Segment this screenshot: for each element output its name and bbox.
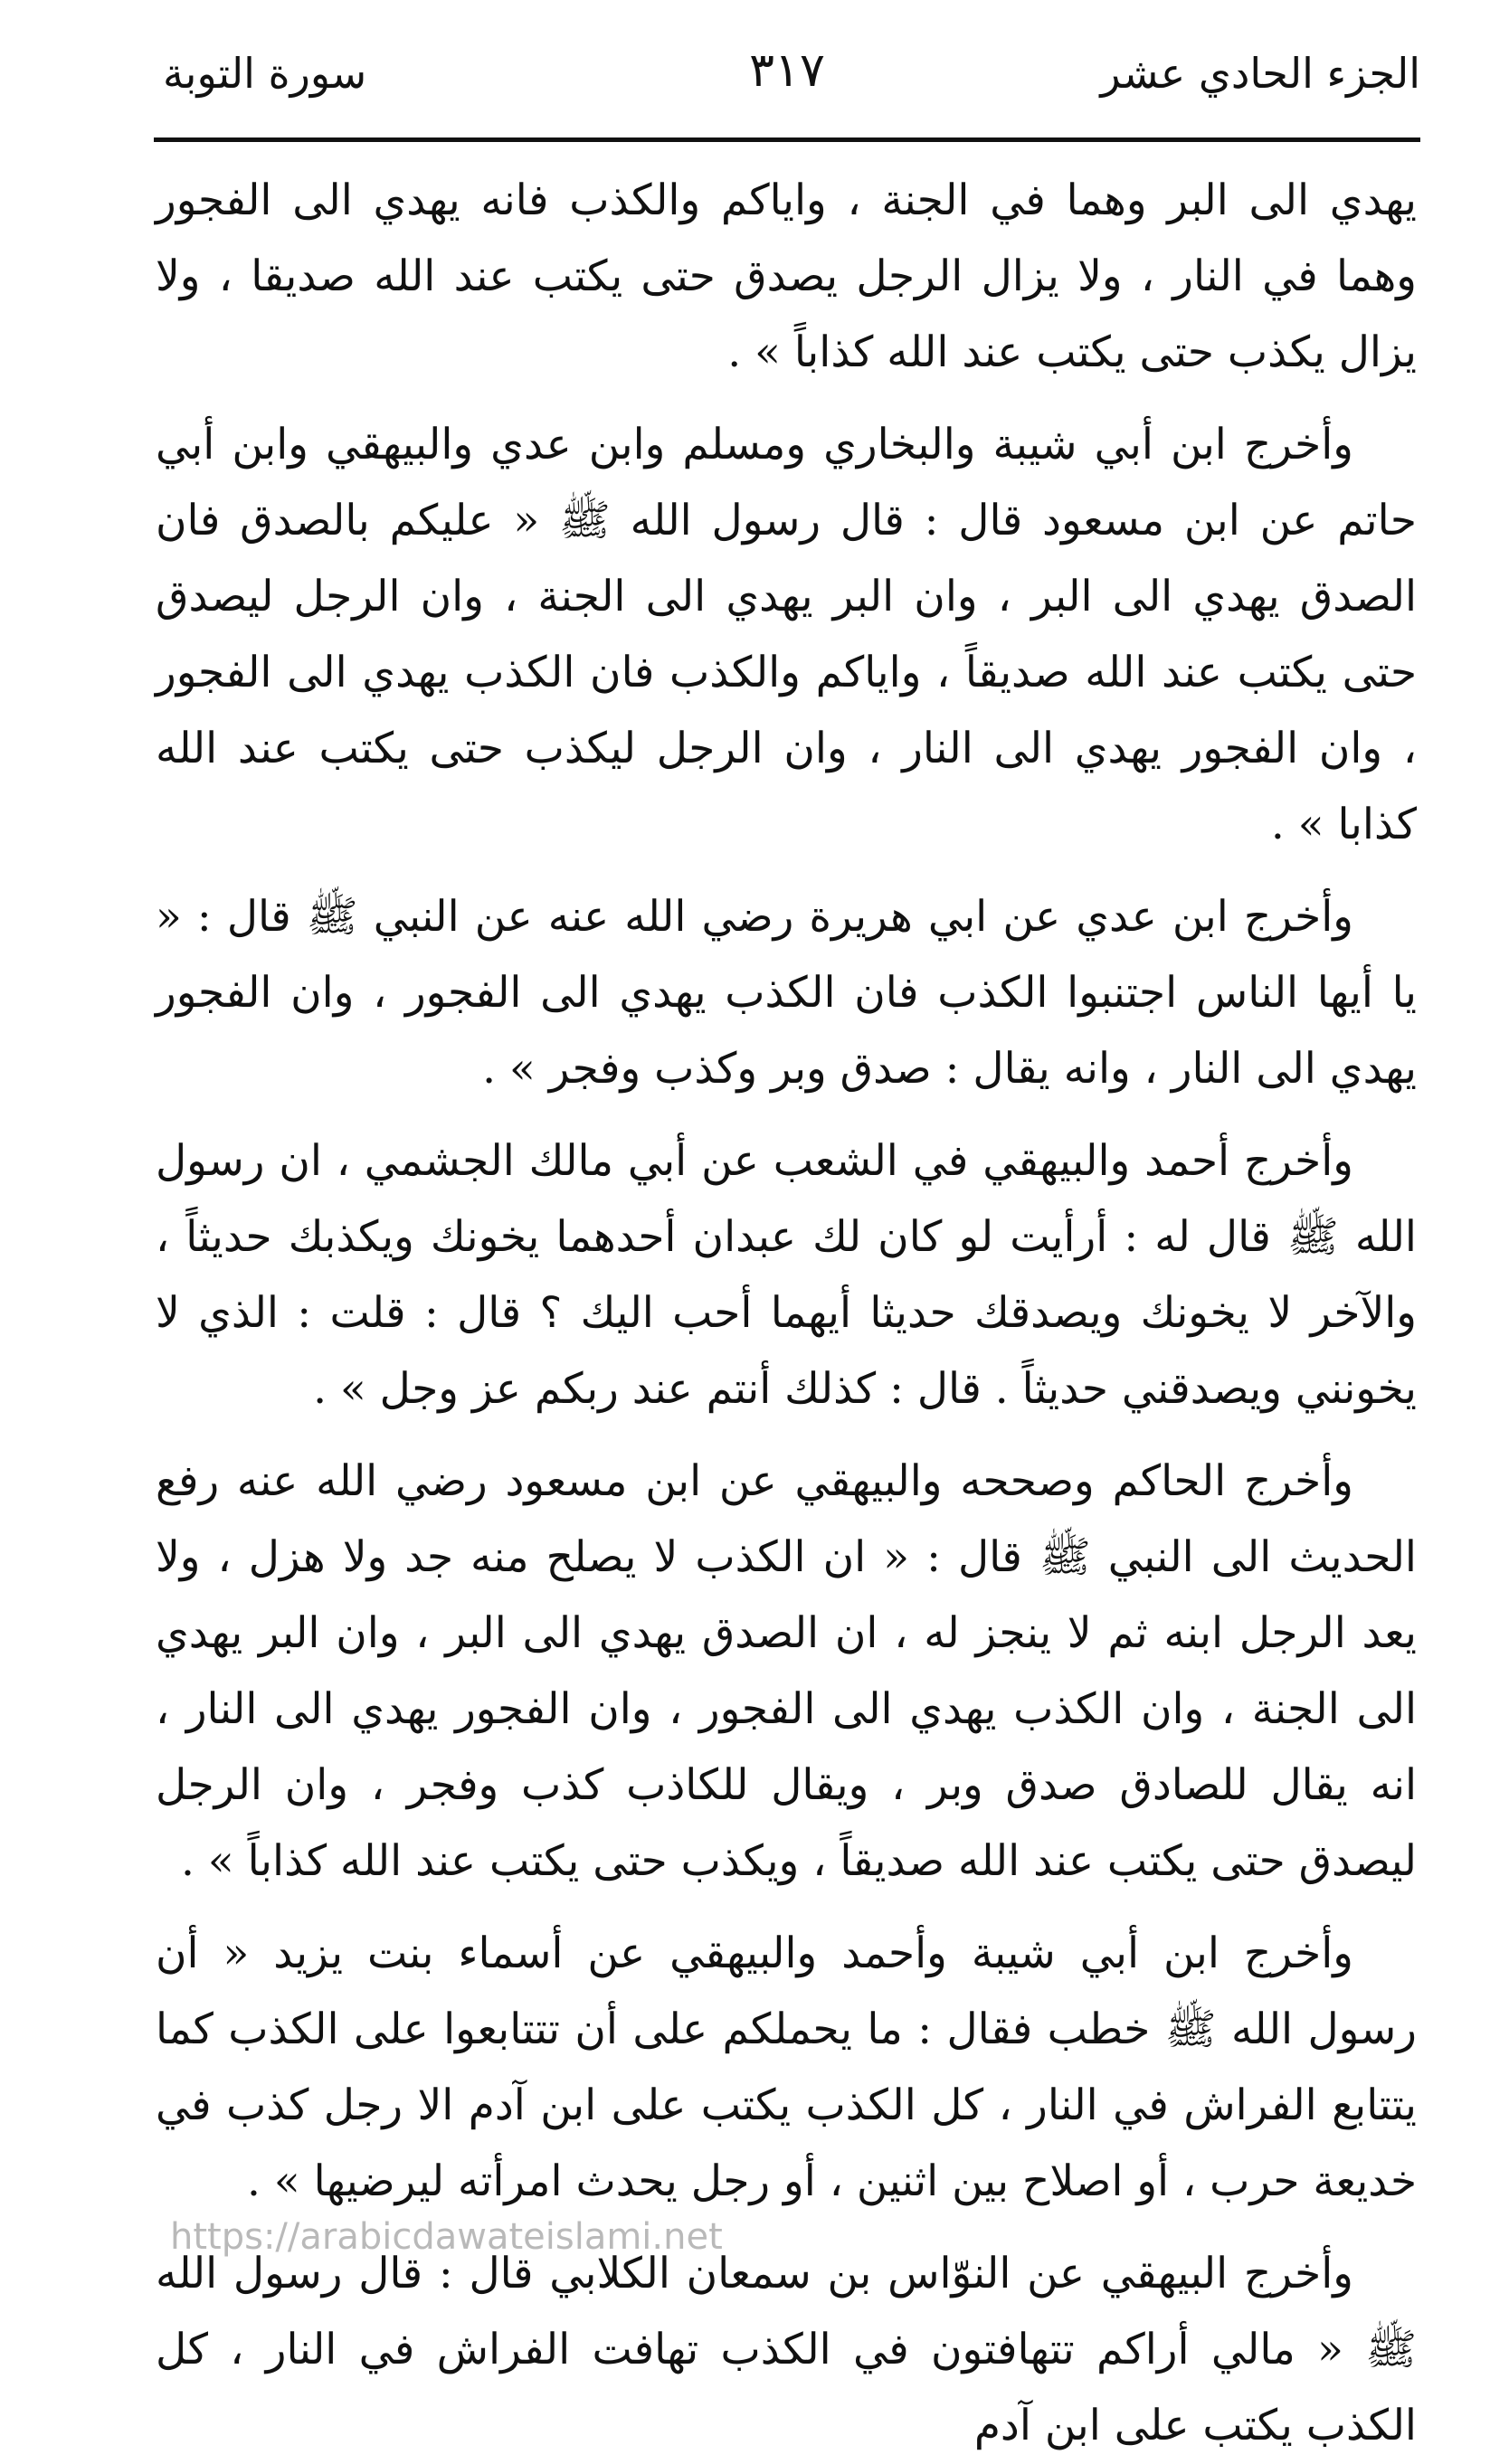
paragraph-2 bbox=[156, 407, 1417, 863]
surah-title: سورة التوبة bbox=[163, 49, 367, 98]
paragraph-7 bbox=[156, 2236, 1417, 2464]
watermark-url: https://arabicdawateislami.net bbox=[170, 2216, 723, 2258]
paragraph-3-text: وأخرج ابن عدي عن ابي هريرة رضي الله عنه عن النبي ﷺ قال : « يا أيها الناس اجتنبوا الكذب فان الكذب يهدي الى الفجور ، وان الفجور يهدي الى النار ، وانه يقال : صدق وبر وكذب وفجر » . bbox=[156, 892, 1417, 1094]
paragraph-4 bbox=[156, 1123, 1417, 1427]
page-number: ٣١٧ bbox=[749, 43, 825, 98]
paragraph-5 bbox=[156, 1444, 1417, 1900]
header-rule bbox=[154, 137, 1420, 142]
paragraph-7-text: وأخرج البيهقي عن النوّاس بن سمعان الكلابي قال : قال رسول الله ﷺ « مالي أراكم تتهافتون في الكذب تهافت الفراش في النار ، كل الكذب يكتب على ابن آدم bbox=[156, 2249, 1417, 2450]
paragraph-6 bbox=[156, 1916, 1417, 2220]
page-header bbox=[154, 36, 1420, 122]
paragraph-2-text: وأخرج ابن أبي شيبة والبخاري ومسلم وابن عدي والبيهقي وابن أبي حاتم عن ابن مسعود قال : قال رسول الله ﷺ « عليكم بالصدق فان الصدق يهدي الى البر ، وان البر يهدي الى الجنة ، وان الرجل ليصدق حتى يكتب عند الله صديقاً ، واياكم والكذب فان الكذب يهدي الى الفجور ، وان الفجور يهدي الى النار ، وان الرجل ليكذب حتى يكتب عند الله كذابا » . bbox=[156, 420, 1417, 849]
paragraph-5-text: وأخرج الحاكم وصححه والبيهقي عن ابن مسعود رضي الله عنه رفع الحديث الى النبي ﷺ قال : « ان الكذب لا يصلح منه جد ولا هزل ، ولا يعد الرجل ابنه ثم لا ينجز له ، ان الصدق يهدي الى البر ، وان البر يهدي الى الجنة ، وان الكذب يهدي الى الفجور ، وان الفجور يهدي الى النار ، انه يقال للصادق صدق وبر ، ويقال للكاذب كذب وفجر ، وان الرجل ليصدق حتى يكتب عند الله صديقاً ، ويكذب حتى يكتب عند الله كذاباً » . bbox=[156, 1456, 1417, 1886]
paragraph-3 bbox=[156, 879, 1417, 1107]
paragraph-1: يهدي الى البر وهما في الجنة ، واياكم والكذب فانه يهدي الى الفجور وهما في النار ، ولا يزال الرجل يصدق حتى يكتب عند الله صديقا ، ولا يزال يكذب حتى يكتب عند الله كذاباً » . bbox=[156, 175, 1417, 377]
paragraph-4-text: وأخرج أحمد والبيهقي في الشعب عن أبي مالك الجشمي ، ان رسول الله ﷺ قال له : أرأيت لو كان لك عبدان أحدهما يخونك ويكذبك حديثاً ، والآخر لا يخونك ويصدقك حديثا أيهما أحب اليك ؟ قال : قلت : الذي لا يخونني ويصدقني حديثاً . قال : كذلك أنتم عند ربكم عز وجل » . bbox=[156, 1136, 1417, 1414]
volume-title: الجزء الحادي عشر bbox=[1100, 49, 1420, 98]
paragraph-6-text: وأخرج ابن أبي شيبة وأحمد والبيهقي عن أسماء بنت يزيد « أن رسول الله ﷺ خطب فقال : ما يحملكم على أن تتتابعوا على الكذب كما يتتابع الفراش في النار ، كل الكذب يكتب على ابن آدم الا رجل كذب في خديعة حرب ، أو اصلاح بين اثنين ، أو رجل يحدث امرأته ليرضيها » . bbox=[156, 1929, 1417, 2206]
